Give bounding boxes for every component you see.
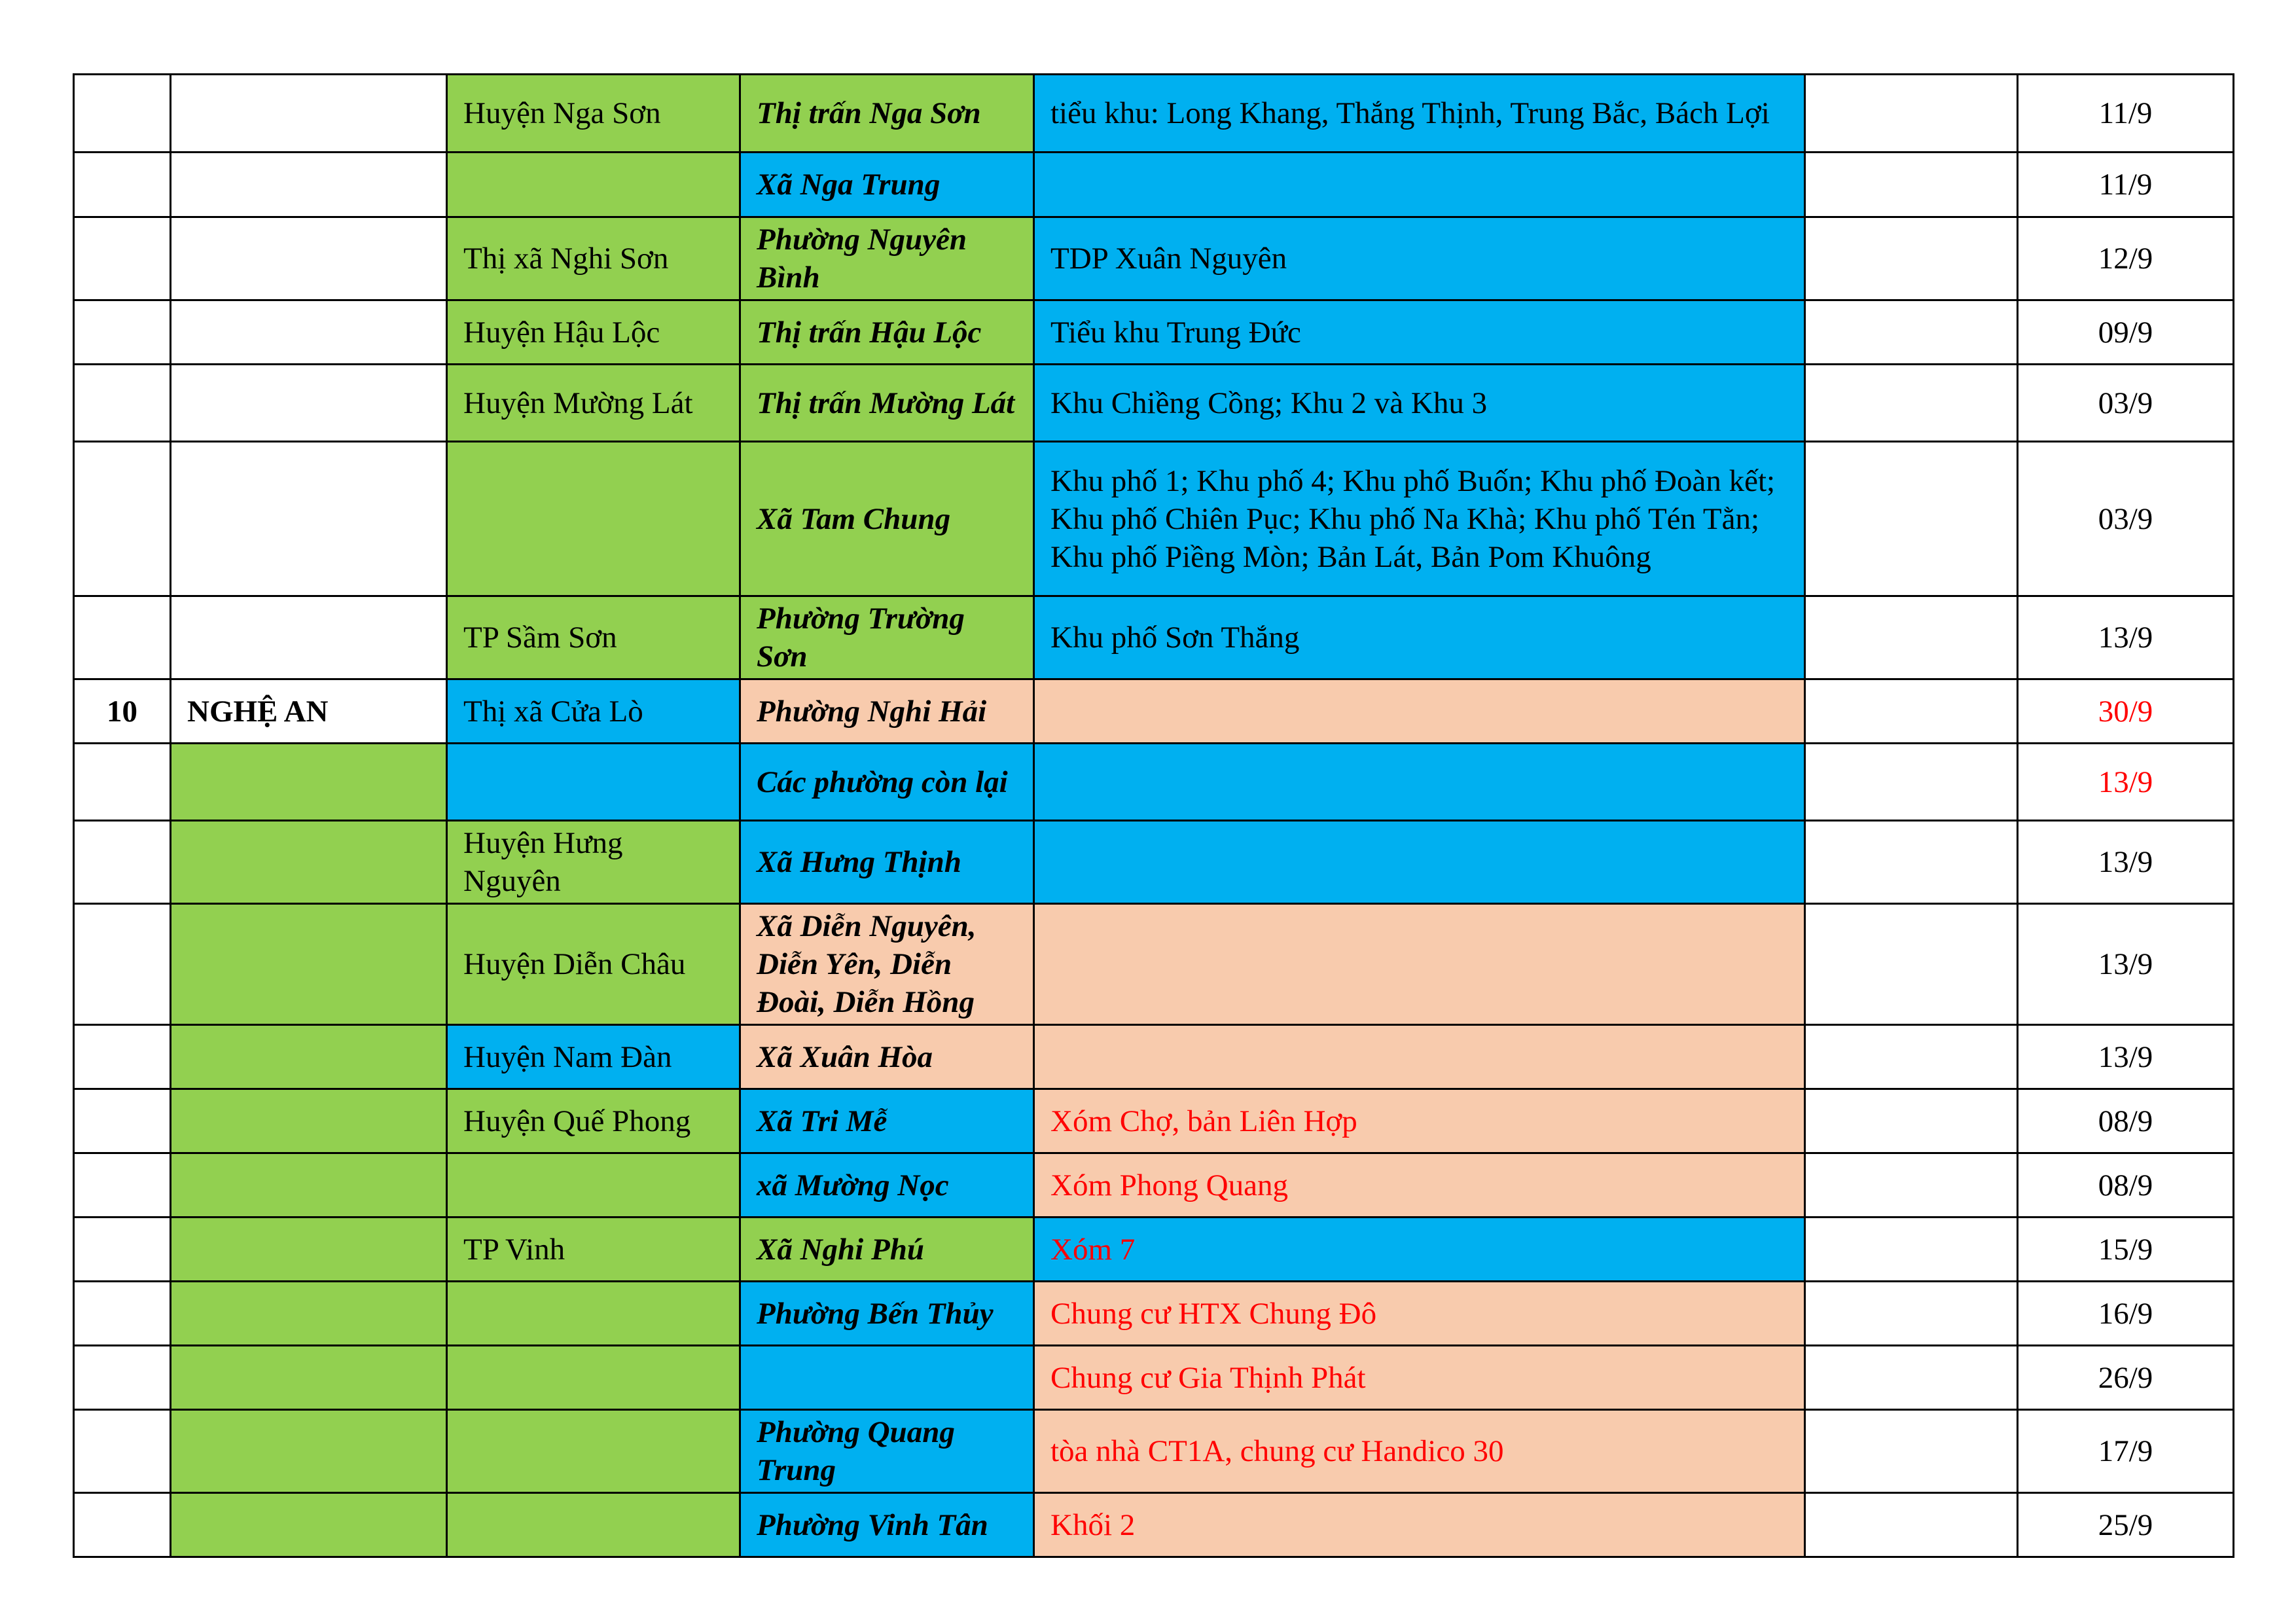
row-number-cell: [74, 821, 171, 904]
row-number-cell: [74, 75, 171, 153]
extra-cell: [1805, 679, 2018, 744]
province-cell: [171, 75, 447, 153]
date-cell: 11/9: [2018, 75, 2234, 153]
area-cell: Chung cư HTX Chung Đô: [1034, 1282, 1805, 1346]
extra-cell: [1805, 596, 2018, 679]
extra-cell: [1805, 217, 2018, 300]
row-number-cell: [74, 1346, 171, 1410]
province-cell: [171, 1089, 447, 1153]
district-cell: Thị xã Cửa Lò: [447, 679, 740, 744]
district-cell: [447, 442, 740, 596]
extra-cell: [1805, 821, 2018, 904]
area-cell: tòa nhà CT1A, chung cư Handico 30: [1034, 1410, 1805, 1493]
extra-cell: [1805, 1493, 2018, 1557]
ward-cell: Xã Tri Mễ: [740, 1089, 1034, 1153]
extra-cell: [1805, 744, 2018, 821]
extra-cell: [1805, 1218, 2018, 1282]
table-row: [74, 821, 2234, 904]
ward-cell: Phường Trường Sơn: [740, 596, 1034, 679]
district-cell: Huyện Nam Đàn: [447, 1025, 740, 1089]
district-cell: Huyện Mường Lát: [447, 365, 740, 442]
district-cell: [447, 1410, 740, 1493]
province-cell: [171, 1218, 447, 1282]
extra-cell: [1805, 904, 2018, 1025]
extra-cell: [1805, 442, 2018, 596]
district-cell: Huyện Hưng Nguyên: [447, 821, 740, 904]
area-cell: Khu Chiềng Cồng; Khu 2 và Khu 3: [1034, 365, 1805, 442]
province-cell: [171, 1282, 447, 1346]
table-row: [74, 1089, 2234, 1153]
row-number-cell: [74, 1218, 171, 1282]
extra-cell: [1805, 1153, 2018, 1218]
province-cell: [171, 904, 447, 1025]
table-row: [74, 300, 2234, 365]
district-cell: Huyện Diễn Châu: [447, 904, 740, 1025]
extra-cell: [1805, 1410, 2018, 1493]
ward-cell: [740, 1346, 1034, 1410]
area-cell: Khu phố 1; Khu phố 4; Khu phố Buốn; Khu phố Đoàn kết; Khu phố Chiên Pục; Khu phố Na Khà; Khu phố Tén Tằn; Khu phố Piềng Mòn; Bản Lát, Bản Pom Khuông: [1034, 442, 1805, 596]
row-number-cell: [74, 217, 171, 300]
province-cell: [171, 596, 447, 679]
table-row: [74, 904, 2234, 1025]
area-cell: TDP Xuân Nguyên: [1034, 217, 1805, 300]
row-number-cell: [74, 744, 171, 821]
table-row: [74, 1218, 2234, 1282]
district-cell: [447, 1493, 740, 1557]
district-cell: Huyện Quế Phong: [447, 1089, 740, 1153]
province-cell: [171, 153, 447, 217]
ward-cell: Phường Quang Trung: [740, 1410, 1034, 1493]
table-row: [74, 217, 2234, 300]
area-cell: Xóm 7: [1034, 1218, 1805, 1282]
row-number-cell: [74, 153, 171, 217]
outbreak-area-table: [73, 73, 2234, 1558]
ward-cell: Thị trấn Hậu Lộc: [740, 300, 1034, 365]
row-number-cell: [74, 596, 171, 679]
province-cell: [171, 1346, 447, 1410]
district-cell: Thị xã Nghi Sơn: [447, 217, 740, 300]
area-cell: [1034, 153, 1805, 217]
date-cell: 26/9: [2018, 1346, 2234, 1410]
extra-cell: [1805, 1089, 2018, 1153]
province-cell: [171, 1153, 447, 1218]
province-cell: [171, 1410, 447, 1493]
row-number-cell: [74, 300, 171, 365]
province-cell: [171, 1493, 447, 1557]
area-cell: Chung cư Gia Thịnh Phát: [1034, 1346, 1805, 1410]
area-cell: Tiểu khu Trung Đức: [1034, 300, 1805, 365]
district-cell: Huyện Nga Sơn: [447, 75, 740, 153]
ward-cell: Thị trấn Mường Lát: [740, 365, 1034, 442]
row-number-cell: [74, 442, 171, 596]
table-row: [74, 442, 2234, 596]
ward-cell: Phường Nguyên Bình: [740, 217, 1034, 300]
district-cell: [447, 1153, 740, 1218]
extra-cell: [1805, 1282, 2018, 1346]
area-cell: [1034, 679, 1805, 744]
date-cell: 25/9: [2018, 1493, 2234, 1557]
extra-cell: [1805, 1346, 2018, 1410]
province-cell: [171, 1025, 447, 1089]
ward-cell: Xã Xuân Hòa: [740, 1025, 1034, 1089]
date-cell: 03/9: [2018, 365, 2234, 442]
row-number-cell: [74, 365, 171, 442]
ward-cell: Xã Tam Chung: [740, 442, 1034, 596]
date-cell: 13/9: [2018, 821, 2234, 904]
area-cell: Khu phố Sơn Thắng: [1034, 596, 1805, 679]
ward-cell: Xã Nga Trung: [740, 153, 1034, 217]
district-cell: TP Vinh: [447, 1218, 740, 1282]
extra-cell: [1805, 300, 2018, 365]
row-number-cell: [74, 1282, 171, 1346]
district-cell: [447, 1346, 740, 1410]
extra-cell: [1805, 365, 2018, 442]
table-row: [74, 1282, 2234, 1346]
row-number-cell: [74, 1153, 171, 1218]
date-cell: 15/9: [2018, 1218, 2234, 1282]
area-cell: Xóm Chợ, bản Liên Hợp: [1034, 1089, 1805, 1153]
date-cell: 30/9: [2018, 679, 2234, 744]
row-number-cell: [74, 904, 171, 1025]
date-cell: 13/9: [2018, 744, 2234, 821]
area-cell: [1034, 904, 1805, 1025]
date-cell: 08/9: [2018, 1153, 2234, 1218]
row-number-cell: [74, 1025, 171, 1089]
ward-cell: Các phường còn lại: [740, 744, 1034, 821]
province-cell: [171, 217, 447, 300]
area-cell: [1034, 821, 1805, 904]
district-cell: [447, 1282, 740, 1346]
table-row: [74, 1493, 2234, 1557]
district-cell: [447, 744, 740, 821]
table-row: [74, 744, 2234, 821]
province-cell: [171, 300, 447, 365]
ward-cell: Xã Hưng Thịnh: [740, 821, 1034, 904]
province-cell: NGHỆ AN: [171, 679, 447, 744]
ward-cell: Phường Vinh Tân: [740, 1493, 1034, 1557]
table-row: [74, 1153, 2234, 1218]
district-cell: [447, 153, 740, 217]
table-row: [74, 1410, 2234, 1493]
ward-cell: xã Mường Nọc: [740, 1153, 1034, 1218]
row-number-cell: 10: [74, 679, 171, 744]
date-cell: 13/9: [2018, 1025, 2234, 1089]
table-row: [74, 365, 2234, 442]
district-cell: TP Sầm Sơn: [447, 596, 740, 679]
area-cell: Khối 2: [1034, 1493, 1805, 1557]
row-number-cell: [74, 1410, 171, 1493]
date-cell: 13/9: [2018, 596, 2234, 679]
ward-cell: Xã Nghi Phú: [740, 1218, 1034, 1282]
date-cell: 17/9: [2018, 1410, 2234, 1493]
table-row: [74, 1346, 2234, 1410]
area-cell: [1034, 1025, 1805, 1089]
date-cell: 13/9: [2018, 904, 2234, 1025]
table-row: [74, 1025, 2234, 1089]
row-number-cell: [74, 1089, 171, 1153]
area-cell: Xóm Phong Quang: [1034, 1153, 1805, 1218]
date-cell: 08/9: [2018, 1089, 2234, 1153]
district-cell: Huyện Hậu Lộc: [447, 300, 740, 365]
ward-cell: Xã Diễn Nguyên, Diễn Yên, Diễn Đoài, Diễn Hồng: [740, 904, 1034, 1025]
table-row: [74, 596, 2234, 679]
table-row: [74, 679, 2234, 744]
province-cell: [171, 442, 447, 596]
date-cell: 11/9: [2018, 153, 2234, 217]
date-cell: 03/9: [2018, 442, 2234, 596]
date-cell: 16/9: [2018, 1282, 2234, 1346]
area-cell: [1034, 744, 1805, 821]
extra-cell: [1805, 1025, 2018, 1089]
ward-cell: Phường Bến Thủy: [740, 1282, 1034, 1346]
province-cell: [171, 821, 447, 904]
province-cell: [171, 365, 447, 442]
date-cell: 12/9: [2018, 217, 2234, 300]
area-cell: tiểu khu: Long Khang, Thắng Thịnh, Trung Bắc, Bách Lợi: [1034, 75, 1805, 153]
row-number-cell: [74, 1493, 171, 1557]
table-row: [74, 153, 2234, 217]
ward-cell: Phường Nghi Hải: [740, 679, 1034, 744]
extra-cell: [1805, 75, 2018, 153]
province-cell: [171, 744, 447, 821]
date-cell: 09/9: [2018, 300, 2234, 365]
extra-cell: [1805, 153, 2018, 217]
table-row: [74, 75, 2234, 153]
ward-cell: Thị trấn Nga Sơn: [740, 75, 1034, 153]
